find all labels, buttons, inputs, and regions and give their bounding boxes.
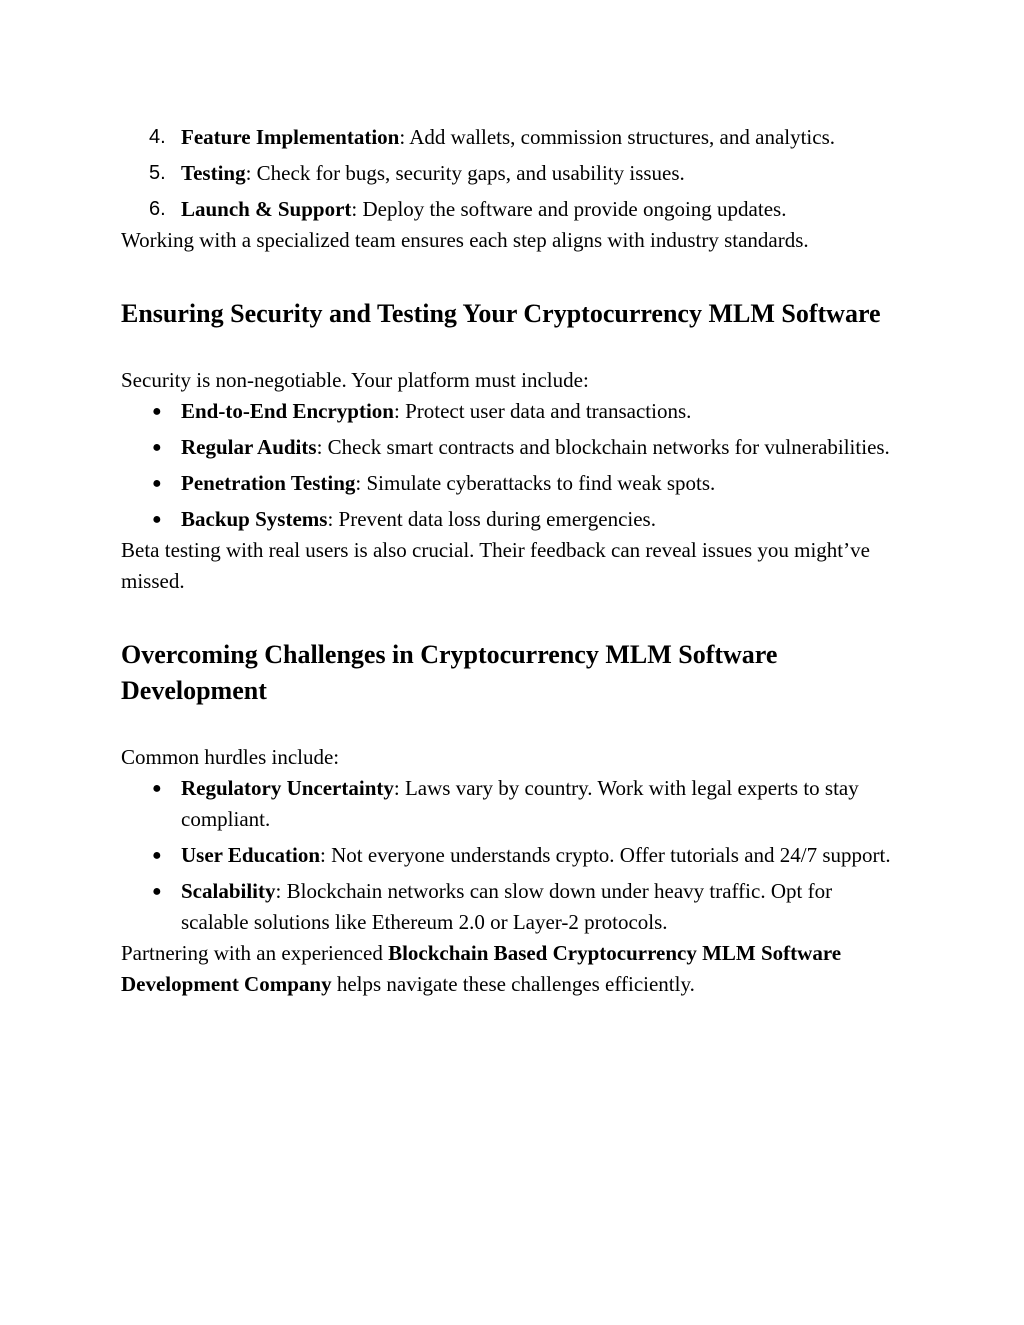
document-page [121,122,901,1000]
list-item-text: : Simulate cyberattacks to find weak spots. [355,471,716,495]
steps-conclusion: Working with a specialized team ensures each step aligns with industry standards. [121,228,809,252]
challenges-list [121,773,901,938]
bullet-marker: ● [152,475,162,492]
list-item [121,194,901,225]
bullet-marker: ● [152,847,162,864]
list-item-text: : Check smart contracts and blockchain networks for vulnerabilities. [316,435,890,459]
challenges-intro: Common hurdles include: [121,745,340,769]
list-marker: 5. [149,162,166,184]
list-item-text: : Add wallets, commission structures, and analytics. [399,125,836,149]
list-item-text: : Laws vary by country. Work with legal experts to stay compliant. [181,776,859,831]
list-item-term: Backup Systems [181,507,328,531]
conclusion-text-end: helps navigate these challenges efficiently. [331,972,695,996]
list-item-text: : Protect user data and transactions. [393,399,692,423]
bullet-marker: ● [152,511,162,528]
list-item [121,876,901,938]
list-item-text: : Not everyone understands crypto. Offer tutorials and 24/7 support. [320,843,891,867]
challenges-heading: Overcoming Challenges in Cryptocurrency MLM Software Development [121,640,778,705]
list-item [121,158,901,189]
list-item-term: Feature Implementation [181,125,400,149]
conclusion-text-start: Partnering with an experienced [121,941,389,965]
bullet-marker: ● [152,780,162,797]
list-item-text: : Deploy the software and provide ongoing updates. [351,197,787,221]
list-item-text: : Blockchain networks can slow down under heavy traffic. Opt for scalable solutions like Ethereum 2.0 or Layer-2 protocols. [181,879,833,934]
list-item-term: Regular Audits [181,435,317,459]
list-item-term: Launch & Support [181,197,352,221]
list-item-term: Scalability [181,879,276,903]
list-item [121,468,901,499]
list-marker: 4. [149,126,166,148]
security-conclusion: Beta testing with real users is also crucial. Their feedback can reveal issues you might’ve missed. [121,538,870,593]
list-item [121,432,901,463]
bullet-marker: ● [152,439,162,456]
list-item [121,396,901,427]
list-item-term: User Education [181,843,321,867]
list-item-text: : Check for bugs, security gaps, and usability issues. [245,161,685,185]
list-item [121,773,901,835]
company-name: Blockchain Based Cryptocurrency MLM Software Development Company [121,941,842,996]
security-list [121,396,901,535]
list-item [121,840,901,871]
bullet-marker: ● [152,883,162,900]
list-item-text: : Prevent data loss during emergencies. [327,507,656,531]
security-intro: Security is non-negotiable. Your platform must include: [121,368,589,392]
list-marker: 6. [149,198,166,220]
challenges-conclusion [121,938,901,1000]
bullet-marker: ● [152,403,162,420]
list-item [121,504,901,535]
security-heading: Ensuring Security and Testing Your Cryptocurrency MLM Software [121,299,881,328]
steps-list [121,122,901,225]
list-item [121,122,901,153]
list-item-term: Regulatory Uncertainty [181,776,394,800]
list-item-term: Penetration Testing [181,471,356,495]
list-item-term: Testing [181,161,246,185]
list-item-term: End-to-End Encryption [181,399,394,423]
